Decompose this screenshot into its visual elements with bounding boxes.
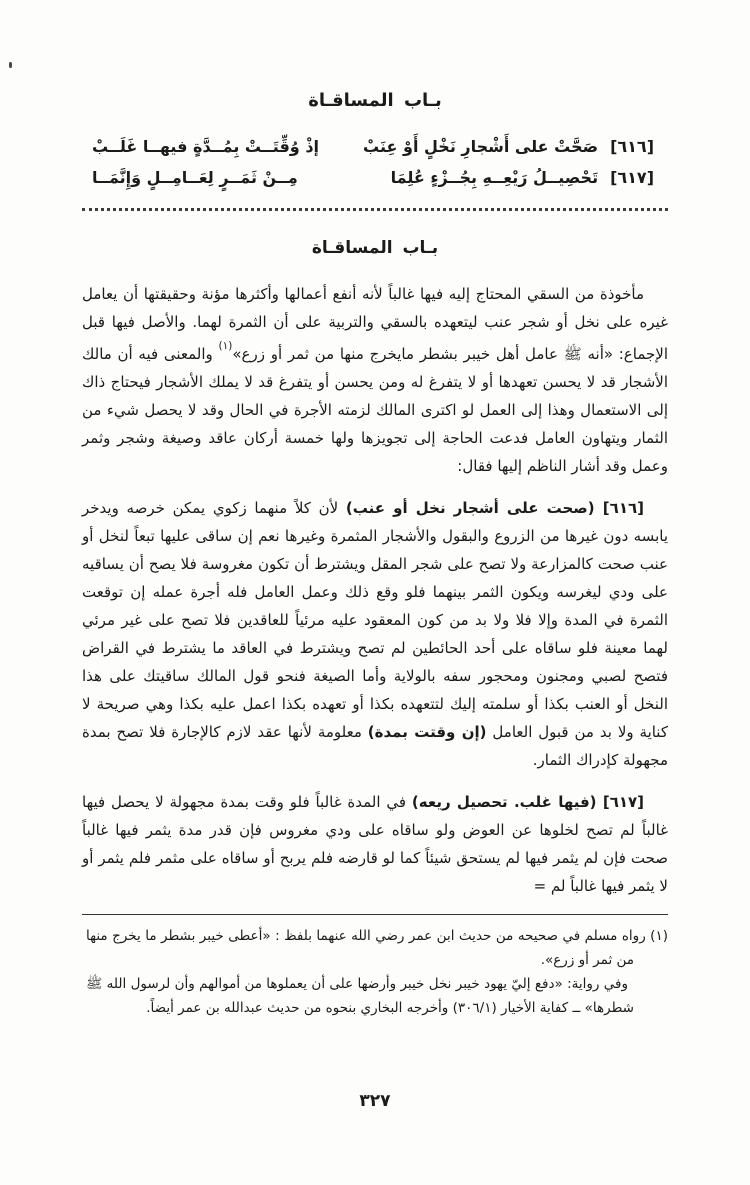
paragraph-verse-616-commentary: [٦١٦] (صحت على أشجار نخل أو عنب) لأن كلاً منهما زكوي يمكن خرصه ويدخر يابسه دون غيرها من الزروع والبقول والأشجار المثمرة وغيرها نعم إن ساقى عليها تبعاً لنخل أو عنب صحت كالمزارعة ولا تصح على شجر المقل ويشترط أن تكون مغروسة فلا يصح أن يساقيه على ودي ليغرسه ويكون الثمر بينهما فلو وقع ذلك وعمل العامل فله أجرة عمله إن توقعت الثمرة في المدة وإلا فلا ولا بد من كون المعقود عليه مرئياً للعاقدين فلا تصح على غير مرئي لهما معينة فلو ساقاه على أحد الحائطين لم تصح ويشترط في العاقد ما يشترط في القراض فتصح لصبي ومجنون ومحجور سفه بالولاية وأما الصيغة فنحو قول المالك ساقيتك على هذا النخل أو العنب بكذا أو سلمته إليك لتتعهده بكذا أو تعهده بكذا اعمل عليه بكذا وهي صريحة لا كناية ولا بد من قبول العامل (إن وقتت بمدة) معلومة لأنها عقد لازم كالإجارة فلا تصح بمدة مجهولة كإدراك الثمار. — [82, 499, 668, 769]
footnote-separator — [82, 914, 668, 915]
verse-second-hemistich: مِــنْ ثَمَــرٍ لِعَــامِــلٍ وَإِنَّمَــا — [92, 168, 298, 187]
paragraph-verse-617-commentary: [٦١٧] (فيها غلب. تحصيل ريعه) في المدة غالباً فلو وقت بمدة مجهولة لا يحصل فيها غالباً لم تصح لخلوها عن العوض ولو ساقاه على ودي مغروس فإن قدر مدة يثمر فيها غالباً صحت فإن لم يثمر فيها لم يستحق شيئاً كما لو قارضه فلم يربح أو ساقاه على مثمر فلم يثمر أو لا يثمر فيها غالباً لم = — [82, 793, 668, 895]
body-text — [82, 280, 668, 900]
section-heading: بـاب المساقـاة — [311, 238, 439, 258]
verse-line — [92, 131, 654, 162]
footnote-1-continuation: وفي رواية: «دفع إليّ يهود خيبر نخل خيبر وأرضها على أن يعملوها من أموالهم وأن لرسول الله ﷺ شطرها» ــ كفاية الأخيار (٣٠٦/١) وأخرجه البخاري بنحوه من حديث عبدالله بن عمر أيضاً. — [86, 976, 634, 1016]
verse-line — [92, 162, 654, 193]
verse-number: [٦١٦] — [610, 137, 654, 156]
page-number: ٣٢٧ — [359, 1091, 391, 1111]
verse-first-half — [363, 131, 654, 162]
scan-artifact — [9, 62, 12, 68]
footnote-1: (١) رواه مسلم في صحيحه من حديث ابن عمر رضي الله عنهما بلفظ : «أعطى خيبر بشطر ما يخرج منها من ثمر أو زرع». — [86, 928, 668, 968]
poem-block — [92, 131, 654, 193]
dotted-separator — [82, 208, 668, 211]
verse-number: [٦١٧] — [610, 168, 654, 187]
verse-first-hemistich: تَحْصِيــلُ رَيْعِــهِ بِجُــزْءٍ عُلِمَا — [390, 168, 599, 187]
verse-second-hemistich: إذْ وُقِّتَــتْ بِمُــدَّةٍ فيهــا غَلَــبْ — [92, 137, 320, 156]
verse-first-hemistich: صَحَّتْ على أَشْجارِ نَخْلٍ أَوْ عِنَبْ — [363, 137, 599, 156]
footnotes-block — [82, 924, 668, 1020]
chapter-title: بـاب المساقـاة — [308, 90, 442, 111]
paragraph-intro: مأخوذة من السقي المحتاج إليه فيها غالباً لأنه أنفع أعمالها وأكثرها مؤنة وحقيقتها أن يعامل غيره على نخل أو شجر عنب ليتعهده بالسقي والتربية على أن الثمرة لهما. والأصل فيها قبل الإجماع: «أنه ﷺ عامل أهل خيبر بشطر مايخرج منها من ثمر أو زرع»$^{(١)}$ والمعنى فيه أن مالك الأشجار قد لا يحسن تعهدها أو لا يتفرغ له ومن يحسن أو يتفرغ قد لا يملك الأشجار فيحتاج ذاك إلى الاستعمال وهذا إلى العمل لو اكترى المالك لزمته الأجرة في الحال وقد لا يحصل شيء من الثمار ويتهاون العامل فدعت الحاجة إلى تجويزها ولها خمسة أركان عاقد وصيغة وشجر وثمر وعمل وقد أشار الناظم إليها فقال: — [82, 285, 668, 475]
verse-first-half — [391, 162, 654, 193]
